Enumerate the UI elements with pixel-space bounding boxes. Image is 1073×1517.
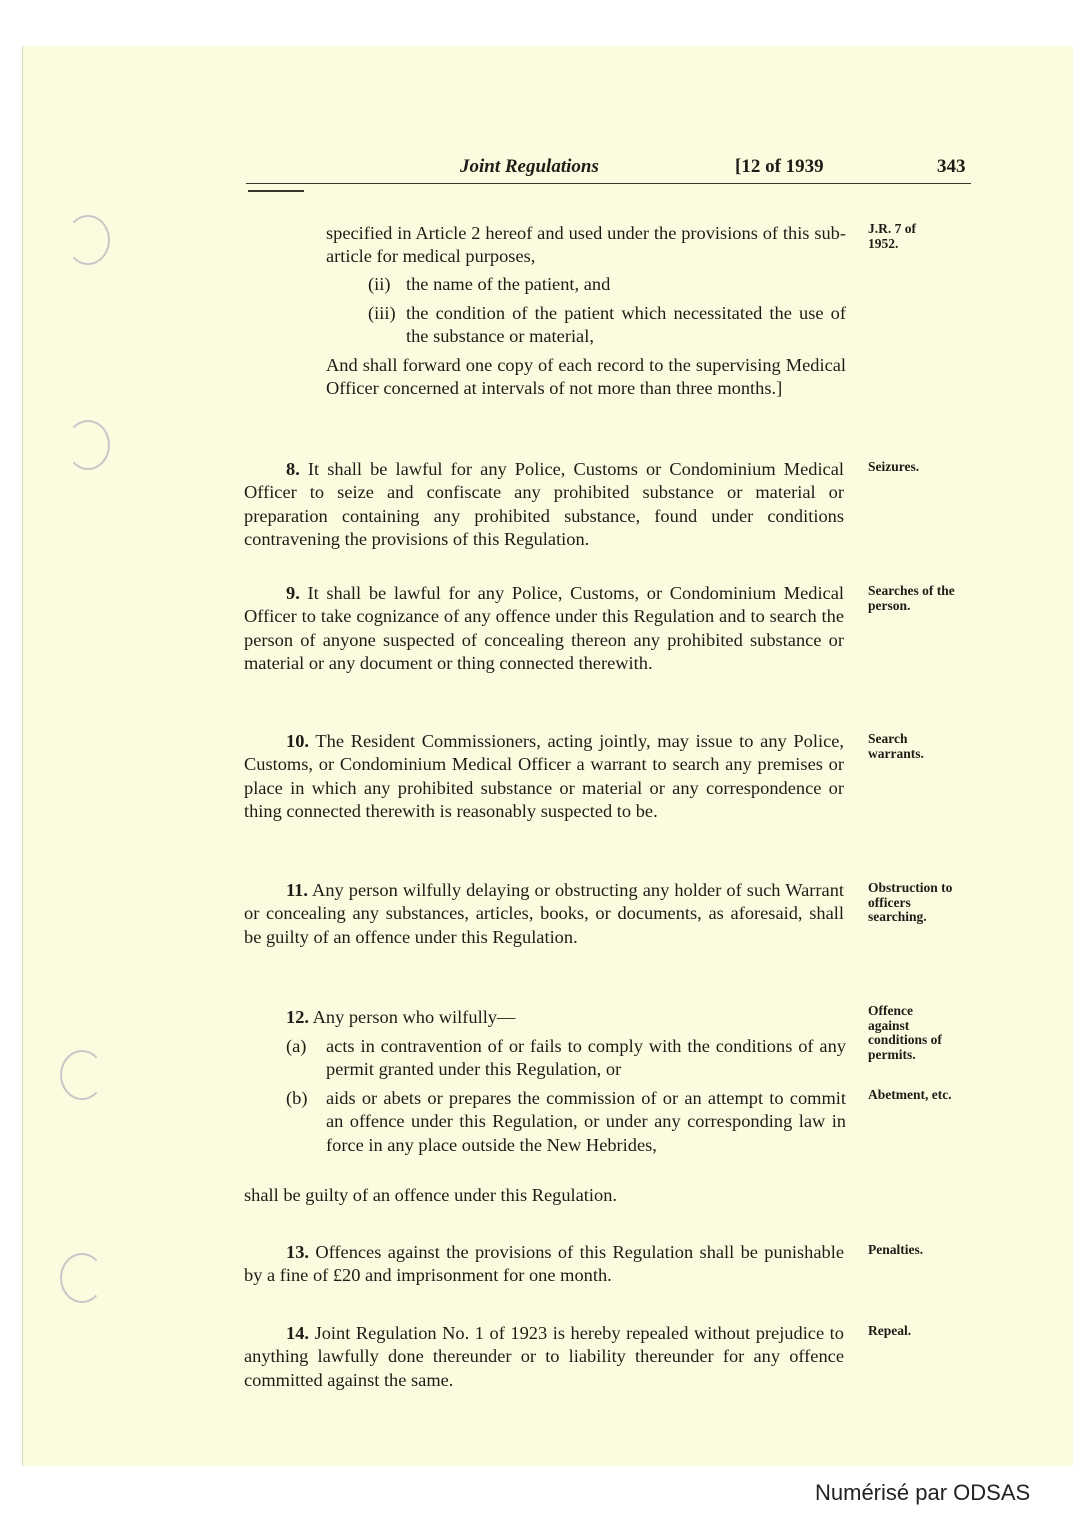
margin-note-abetment: Abetment, etc. [868,1087,952,1102]
article-number: 13. [286,1242,309,1262]
article-text: Offences against the provisions of this Regulation shall be punishable by a fine of £20 and imprisonment for one month. [244,1242,844,1286]
running-title: Joint Regulations [460,156,599,177]
margin-note-offence: Offence against conditions of permits. [868,1003,942,1062]
header-rule [246,183,971,184]
margin-note-warrants: Search warrants. [868,731,924,761]
article-11 [244,879,844,949]
article-number: 14. [286,1323,309,1343]
margin-note-penalties: Penalties. [868,1242,924,1257]
article-12-intro [286,1006,846,1029]
page-number: 343 [937,156,966,177]
article-text: It shall be lawful for any Police, Customs, or Condominium Medical Officer to take cognizance of any offence under this Regulation and to search the person of anyone suspected of concealing thereon any prohibited substance or material or any document or thing connected therewith. [244,583,844,673]
article-number: 12. [286,1007,309,1027]
item-label: (ii) [368,274,391,294]
item-text: the condition of the patient which necessitated the use of the substance or material, [406,303,846,347]
digitization-credit: Numérisé par ODSAS [815,1480,1031,1505]
punch-hole-2 [66,420,110,470]
punch-hole-1 [66,215,110,265]
continuation-closing: And shall forward one copy of each record to the supervising Medical Officer concerned at intervals of not more than three months.] [326,355,846,399]
regulation-reference: [12 of 1939 [735,156,824,177]
item-label: (b) [286,1088,308,1108]
article-10 [244,730,844,823]
article-9 [244,582,844,675]
item-label: (a) [286,1036,307,1056]
article-text: Any person wilfully delaying or obstructing any holder of such Warrant or concealing any substances, articles, books, or documents, as aforesaid, shall be guilty of an offence under this Regulation. [244,880,844,947]
margin-note-repeal: Repeal. [868,1323,912,1338]
item-text: acts in contravention of or fails to comply with the conditions of any permit granted under this Regulation, or [326,1036,846,1080]
article-14 [244,1322,844,1392]
item-text: the name of the patient, and [406,274,611,294]
article-number: 8. [286,459,300,479]
punch-hole-4 [60,1253,104,1303]
article-number: 11. [286,880,308,900]
margin-note-searches: Searches of the person. [868,583,955,613]
article-12-closing: shall be guilty of an offence under this Regulation. [244,1185,618,1205]
item-label: (iii) [368,303,396,323]
article-text: It shall be lawful for any Police, Customs or Condominium Medical Officer to seize and confiscate any prohibited substance or material or preparation containing any prohibited substance, found under conditions contravening the provisions of this Regulation. [244,459,844,549]
margin-note-seizures: Seizures. [868,459,920,474]
margin-note-obstruction: Obstruction to officers searching. [868,880,953,924]
article-number: 10. [286,731,309,751]
header-rule-accent [248,190,304,192]
article-text: Joint Regulation No. 1 of 1923 is hereby repealed without prejudice to anything lawfully done thereunder or to liability thereunder for any offence committed against the same. [244,1323,844,1390]
article-number: 9. [286,583,300,603]
continuation-text: specified in Article 2 hereof and used under the provisions of this sub-article for medical purposes, [326,223,846,267]
margin-note-jr: J.R. 7 of 1952. [868,221,916,251]
article-8 [244,458,844,551]
article-13 [244,1241,844,1288]
article-text: The Resident Commissioners, acting jointly, may issue to any Police, Customs, or Condominium Medical Officer a warrant to search any premises or place in which any prohibited substance or material or any correspondence or thing connected therewith is reasonably suspected to be. [244,731,844,821]
punch-hole-3 [60,1050,104,1100]
article-text: Any person who wilfully— [312,1007,516,1027]
item-text: aids or abets or prepares the commission of or an attempt to commit an offence under this Regulation, or under any corresponding law in force in any place outside the New Hebrides, [326,1088,846,1155]
